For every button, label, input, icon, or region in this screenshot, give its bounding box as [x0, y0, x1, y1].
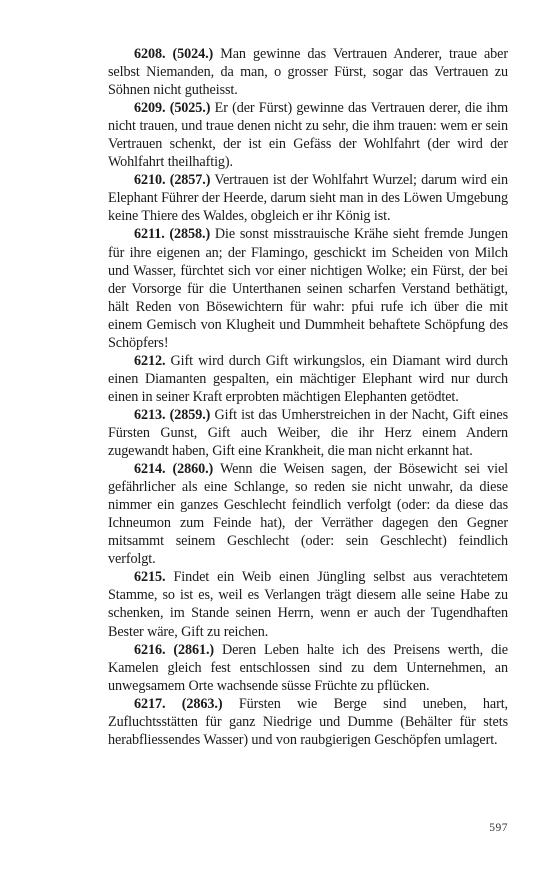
entry-text: Vertrauen ist der Wohlfahrt Wurzel; darum wird ein Elephant Führer der Heerde, darum sieht man in des Löwen Umgebung keine Thiere des Waldes, obgleich er ihr König ist. — [108, 172, 508, 225]
proverb-6214 — [108, 460, 508, 568]
proverb-6209 — [108, 99, 508, 171]
proverb-6212 — [108, 352, 508, 406]
entry-number: 6214. (2860.) — [134, 461, 214, 478]
proverb-6213 — [108, 406, 508, 460]
entry-number: 6212. — [134, 352, 166, 369]
entry-text: Deren Leben halte ich des Preisens werth, die Kamelen gleich fest entschlossen sind zu dem Unternehmen, an unwegsamem Orte wachsende süsse Früchte zu pflücken. — [108, 641, 508, 694]
entry-text: Gift ist das Umherstreichen in der Nacht, Gift eines Fürsten Gunst, Gift auch Weiber, die ihr Herz einem Andern zugewandt haben, Gift eine Krankheit, die man nicht erkannt hat. — [108, 406, 508, 460]
entry-number: 6209. (5025.) — [134, 100, 211, 117]
proverb-6210 — [108, 171, 508, 225]
entry-text: Gift wird durch Gift wirkungslos, ein Diamant wird durch einen Diamanten gespalten, ein mächtiger Elephant wird nur durch einen in seiner Kraft erprobten mächtigen Elephanten getödtet. — [108, 352, 508, 405]
entry-number: 6216. (2861.) — [134, 641, 215, 658]
entry-text: Findet ein Weib einen Jüngling selbst aus verachtetem Stamme, so ist es, weil es Verlangen trägt diesem alle seine Habe zu schenken, im Stande seinen Herrn, wenn er auch der Tugendhaften Bester wäre, Gift zu reichen. — [108, 569, 508, 640]
entry-number: 6210. (2857.) — [134, 172, 211, 189]
proverb-6215 — [108, 568, 508, 640]
entry-number: 6211. (2858.) — [134, 226, 211, 243]
entry-number: 6208. (5024.) — [134, 46, 214, 62]
entry-text: Fürsten wie Berge sind uneben, hart, Zufluchtsstätten für ganz Niedrige und Dumme (Behälter für stets herabfliessendes Wasser) und von raubgierigen Geschöpfen umlagert. — [108, 695, 508, 748]
entry-text: Er (der Fürst) gewinne das Vertrauen derer, die ihm nicht trauen, und traue denen nicht zu sehr, die ihm trauen: wem er sein Vertrauen schenkt, der ist ein Gefäss der Wohlfahrt (der wird der Wohlfahrt theilhaftig). — [108, 100, 508, 171]
entry-text: Wenn die Weisen sagen, der Bösewicht sei viel gefährlicher als eine Schlange, so reden sie nicht unwahr, da diese nimmer ein ganzes Geschlecht feindlich verfolgt (oder: da diese das Ichneumon zum Feinde hat), der Verräther dagegen den Gegner mitsammt seinem Geschlecht (oder: sein Geschlecht) feindlich verfolgt. — [108, 461, 508, 568]
proverb-6217 — [108, 695, 508, 749]
proverb-6211 — [108, 225, 508, 351]
entry-number: 6213. (2859.) — [134, 406, 211, 423]
entry-text: Die sonst misstrauische Krähe sieht fremde Jungen für ihre eigenen an; der Flamingo, geschickt im Scheiden von Milch und Wasser, fürchtet sich vor einer nichtigen Wolke; ein Fürst, der bei der Vorsorge für die Unterthanen seinen scharfen Verstand bethätigt, hält Reden von Bösewichtern für wahr: pfui rufe ich über die mit einem Gemisch von Klugheit und Dummheit behaftete Schöpfung des Schöpfers! — [108, 226, 508, 351]
entry-number: 6215. — [134, 569, 166, 586]
proverb-6216 — [108, 641, 508, 695]
text-column — [108, 45, 508, 749]
proverb-6208 — [108, 45, 508, 99]
entry-text: Man gewinne das Vertrauen Anderer, traue aber selbst Niemanden, da man, o grosser Fürst, sogar das Vertrauen zu Söhnen nicht gutheisst. — [108, 46, 508, 99]
entry-number: 6217. (2863.) — [134, 695, 223, 712]
page-number: 597 — [489, 822, 508, 834]
